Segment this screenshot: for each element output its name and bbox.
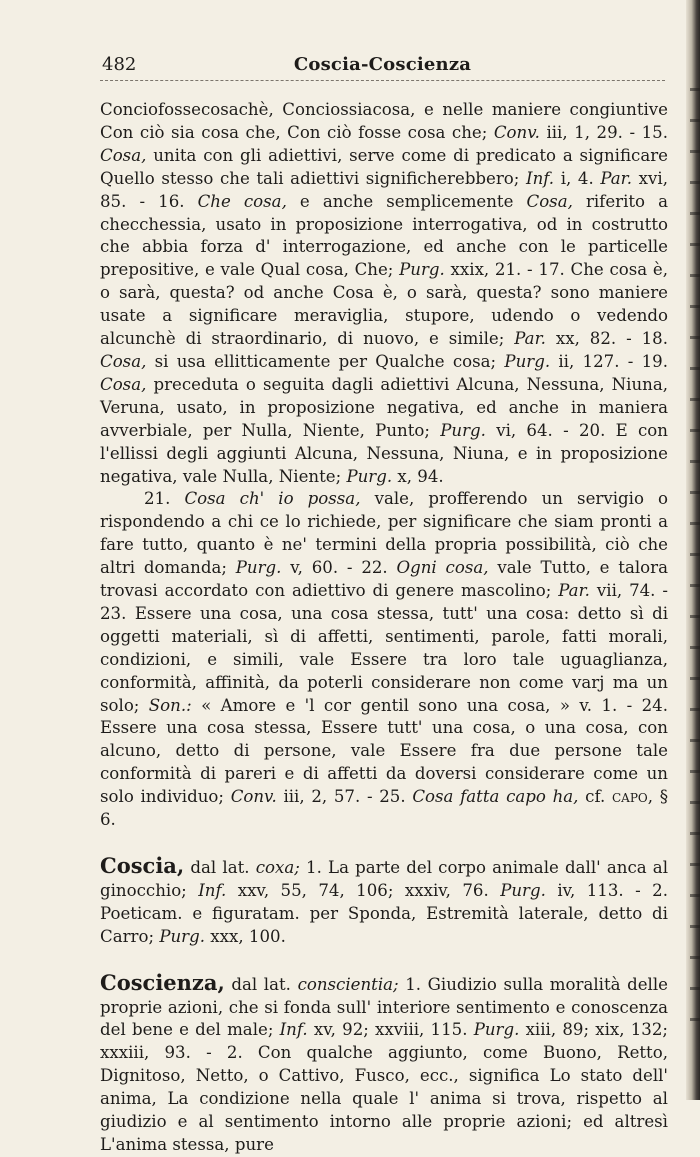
text-run: xvi, 85. - 16. — [100, 168, 668, 211]
text-run: iii, 2, 57. - 25. — [276, 787, 413, 807]
text-run: dal lat. — [184, 858, 256, 877]
italic-term: Ogni cosa, — [396, 558, 489, 578]
work-reference: Purg. — [159, 926, 205, 946]
text-run: cf. — [578, 787, 612, 807]
work-reference: Purg. — [500, 880, 546, 900]
text-run: xxv, 55, 74, 106; xxxiv, 76. — [226, 880, 501, 900]
text-run: 1. La parte del corpo animale dall' anca al ginocchio; — [100, 858, 669, 900]
text-run: 21. — [144, 489, 185, 509]
page-edge-ticks — [690, 60, 700, 1040]
italic-term: Cosa, — [526, 191, 573, 211]
text-run: si usa ellitticamente per Qualche cosa; — [146, 351, 505, 371]
entry-cosa-continued-paragraph-1 — [100, 99, 668, 488]
page-header — [100, 50, 665, 78]
text-run: x, 94. — [392, 466, 444, 486]
work-reference: Purg. — [473, 1020, 520, 1040]
page-number: 482 — [102, 54, 137, 75]
text-run: xiii, 89; xix, 132; xxxiii, 93. - 2. Con qualche aggiunto, come Buono, Retto, Dignitoso, Netto, o Cattivo, Fusco, ecc., significa Lo stato dell' anima, La condizione nella quale l' anima si trova, rispetto al giudizio e al sentimento intorno alle proprie azioni; ed altresì L'anima stessa, pure — [100, 1020, 668, 1154]
italic-term: Che cosa, — [197, 191, 287, 211]
text-run: xxix, 21. - 17. Che cosa è, o sarà, questa? od anche Cosa è, o sarà, questa? sono maniere usate a significare meraviglia, stupore, udendo o vedendo alcunchè di straordinario, di nuovo, e simile; — [100, 260, 668, 349]
cross-reference: capo — [611, 787, 648, 807]
text-run: , § 6. — [100, 787, 669, 830]
work-reference: Purg. — [346, 466, 393, 486]
work-reference: Inf. — [198, 880, 227, 900]
text-run: vi, 64. - 20. E con l'ellissi degli aggiunti Alcuna, Nessuna, Niuna, e in proposizione negativa, vale Nulla, Niente; — [100, 420, 668, 486]
work-reference: Par. — [514, 329, 546, 349]
italic-term: Cosa, — [100, 374, 147, 394]
work-reference: Purg. — [504, 351, 551, 371]
text-run: iv, 113. - 2. Poeticam. e figuratam. per Sponda, Estremità laterale, detto di Carro; — [100, 880, 668, 946]
text-run: xv, 92; xxviii, 115. — [307, 1020, 474, 1040]
italic-term: Cosa ch' io possa, — [184, 489, 361, 509]
entry-cosa-continued-paragraph-2 — [100, 488, 668, 832]
header-rule — [100, 80, 665, 81]
headword-coscienza: Coscienza, — [100, 969, 225, 995]
text-run: vale Tutto, e talora trovasi accordato con adiettivo di genere mascolino; — [100, 558, 668, 601]
text-run: preceduta o seguita dagli adiettivi Alcuna, Nessuna, Niuna, Veruna, usato, in proposizione negativa, ed anche in maniera avverbiale, per Nulla, Niente, Punto; — [100, 374, 668, 440]
entry-coscienza — [100, 969, 668, 1157]
italic-term: Cosa, — [100, 145, 147, 165]
entry-coscia — [100, 855, 668, 949]
work-reference: Inf. — [526, 168, 555, 188]
text-run: i, 4. — [554, 168, 601, 188]
etymology-term: coxa; — [255, 858, 300, 877]
text-run: 1. Giudizio sulla moralità delle proprie azioni, che si fonda sull' interiore sentimento e conoscenza del bene e del male; — [100, 974, 668, 1040]
text-run: unita con gli adiettivi, serve come di predicato a significare Quello stesso che tali adiettivi significherebbero; — [100, 145, 668, 188]
work-reference: Par. — [600, 168, 633, 188]
italic-term: Cosa, — [100, 351, 147, 371]
text-run: vale, profferendo un servigio o rispondendo a chi ce lo richiede, per significare che siam pronti a fare tutto, quanto è ne' termini della propria possibilità, ciò che altri domanda; — [100, 489, 669, 578]
work-reference: Conv. — [230, 787, 277, 807]
text-run: v, 60. - 22. — [281, 558, 397, 578]
text-run: e anche semplicemente — [286, 191, 527, 211]
text-run: vii, 74. - 23. Essere una cosa, una cosa stessa, tutt' una cosa: detto sì di oggetti materiali, sì di affetti, sentimenti, parole, fatti morali, condizioni, e simili, vale Essere tra loro tale uguaglianza, conformità, affinità, da poterli considerare non come varj ma un solo; — [100, 581, 668, 715]
work-reference: Conv. — [493, 122, 540, 142]
headword-coscia: Coscia, — [100, 853, 185, 878]
work-reference: Purg. — [399, 260, 445, 280]
work-reference: Son.: — [148, 695, 192, 715]
work-reference: Purg. — [235, 558, 282, 578]
text-run: ii, 127. - 19. — [550, 351, 669, 371]
work-reference: Par. — [558, 581, 590, 601]
running-head: Coscia-Coscienza — [293, 54, 472, 75]
text-run: dal lat. — [224, 974, 298, 994]
dictionary-text — [100, 99, 668, 1157]
italic-term: Cosa fatta capo ha, — [412, 787, 579, 807]
text-run: xxx, 100. — [205, 926, 286, 946]
etymology-term: conscientia; — [297, 974, 399, 994]
text-run: Conciofossecosachè, Conciossiacosa, e nelle maniere congiuntive Con ciò sia cosa che, Con ciò fosse cosa che; — [100, 100, 668, 142]
text-run: « Amore e 'l cor gentil sono una cosa, » v. 1. - 24. Essere una cosa stessa, Essere tutt' una cosa, o una cosa, con alcuno, detto di persone, vale Essere fra due persone tale conformità di pareri e di affetti da doversi considerare come un solo individuo; — [100, 695, 669, 807]
text-run: riferito a checchessia, usato in proposizione interrogativa, od in costrutto che abbia forza d' interrogazione, ed anche con le particelle prepositive, e vale Qual cosa, Che; — [100, 191, 669, 280]
text-run: xx, 82. - 18. — [545, 329, 668, 349]
work-reference: Purg. — [440, 420, 486, 440]
text-run: iii, 1, 29. - 15. — [539, 122, 668, 142]
work-reference: Inf. — [279, 1020, 308, 1040]
